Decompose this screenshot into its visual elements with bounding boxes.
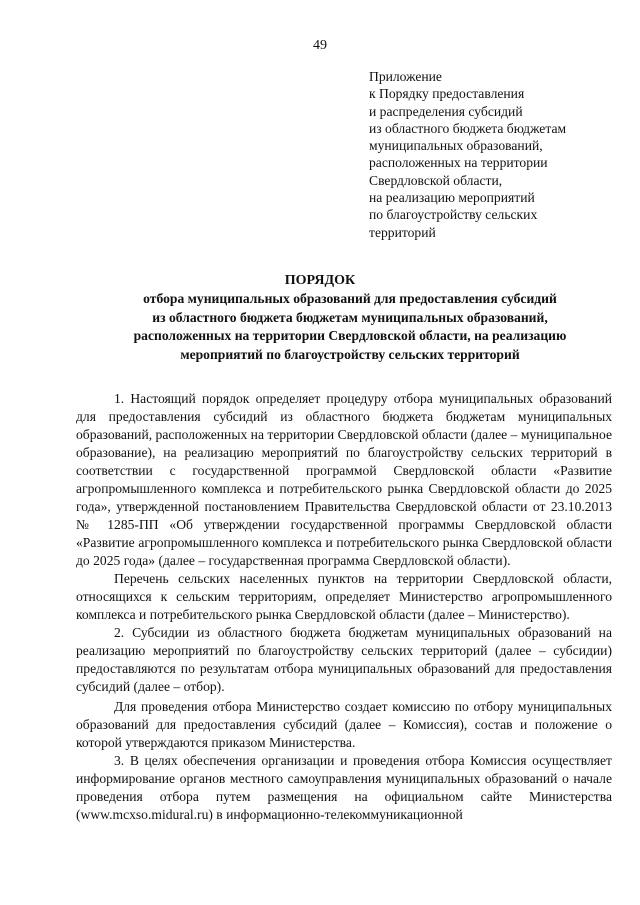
appendix-line: из областного бюджета бюджетам bbox=[369, 120, 567, 136]
appendix-line: на реализацию мероприятий bbox=[369, 190, 535, 206]
paragraph: 2. Субсидии из областного бюджета бюджетам муниципальных образований на реализацию мероприятий по благоустройству сельских территорий (далее – субсидии) предоставляются по результатам отбора муниципальных образований для предоставления субсидий (далее – отбор). bbox=[76, 625, 612, 694]
appendix-line: по благоустройству сельских bbox=[369, 207, 538, 223]
paragraph: Перечень сельских населенных пунктов на территории Свердловской области, относящихся к сельским территориям, определяет Министерство агропромышленного комплекса и потребительского рынка Свердловской области (далее – Министерство). bbox=[76, 571, 612, 622]
subtitle-line: расположенных на территории Свердловской области, на реализацию bbox=[133, 328, 567, 343]
appendix-line: Свердловской области, bbox=[369, 172, 503, 188]
appendix-line: Приложение bbox=[369, 69, 442, 84]
body-text bbox=[76, 390, 612, 824]
appendix-block bbox=[369, 68, 629, 241]
appendix-line: и распределения субсидий bbox=[369, 103, 523, 119]
document-subtitle bbox=[100, 290, 600, 364]
paragraph: 1. Настоящий порядок определяет процедуру отбора муниципальных образований для предоставления субсидий из областного бюджета бюджетам муниципальных образований, расположенных на территории Свердловской области (далее – муниципальное образование), на реализацию мероприятий по благоустройству сельских территорий в соответствии с государственной программой Свердловской области «Развитие агропромышленного комплекса и потребительского рынка Свердловской области до 2025 года», утвержденной постановлением Правительства Свердловской области от 23.10.2013 № 1285-ПП «Об утверждении государственной программы Свердловской области «Развитие агропромышленного комплекса и потребительского рынка Свердловской области до 2025 года» (далее – государственная программа Свердловской области). bbox=[76, 391, 612, 568]
page-number: 49 bbox=[313, 38, 327, 53]
appendix-line: муниципальных образований, bbox=[369, 138, 543, 154]
appendix-line: территорий bbox=[369, 224, 436, 240]
paragraph: 3. В целях обеспечения организации и проведения отбора Комиссия осуществляет информирование органов местного самоуправления муниципальных образований о начале проведения отбора путем размещения на официальном сайте Министерства (www.mcxso.midural.ru) в информационно-телекоммуникационной bbox=[76, 753, 612, 822]
appendix-line: расположенных на территории bbox=[369, 155, 548, 171]
paragraph: Для проведения отбора Министерство создает комиссию по отбору муниципальных образований для предоставления субсидий (далее – Комиссия), состав и положение о которой утверждаются приказом Министерства. bbox=[76, 699, 612, 750]
document-title: ПОРЯДОК bbox=[284, 273, 356, 288]
appendix-line: к Порядку предоставления bbox=[369, 86, 525, 102]
subtitle-line: из областного бюджета бюджетам муниципальных образований, bbox=[152, 309, 548, 325]
subtitle-line: отбора муниципальных образований для предоставления субсидий bbox=[143, 291, 557, 306]
subtitle-line: мероприятий по благоустройству сельских территорий bbox=[180, 346, 520, 362]
